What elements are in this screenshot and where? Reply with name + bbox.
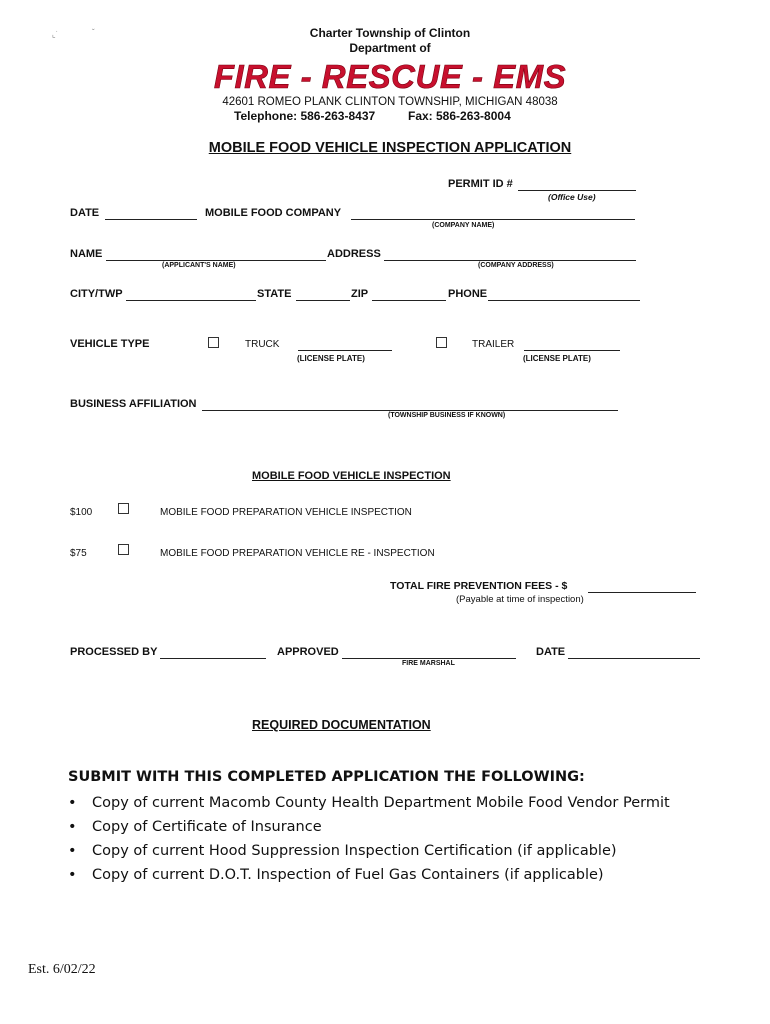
signoff-date-field[interactable]	[568, 658, 700, 659]
business-affiliation-label: BUSINESS AFFILIATION	[70, 398, 197, 410]
inspection-heading: MOBILE FOOD VEHICLE INSPECTION	[252, 470, 451, 482]
truck-plate-field[interactable]	[298, 350, 392, 351]
signoff-date-label: DATE	[536, 646, 566, 658]
total-fees-note: (Payable at time of inspection)	[456, 594, 584, 605]
processed-by-field[interactable]	[160, 658, 266, 659]
zip-field[interactable]	[372, 300, 446, 301]
permit-id-label: PERMIT ID #	[448, 178, 513, 190]
address-label: ADDRESS	[327, 248, 381, 260]
phone-label: PHONE	[448, 288, 488, 300]
trailer-plate-sublabel: (LICENSE PLATE)	[523, 354, 591, 363]
trailer-label: TRAILER	[472, 339, 515, 350]
company-field[interactable]	[351, 219, 635, 220]
fire-marshal-sublabel: FIRE MARSHAL	[402, 660, 455, 667]
address-line: 42601 ROMEO PLANK CLINTON TOWNSHIP, MICHIGAN 48038	[222, 96, 558, 108]
township-name: Charter Township of Clinton	[309, 26, 471, 40]
truck-plate-sublabel: (LICENSE PLATE)	[297, 354, 365, 363]
reinspection-price: $75	[70, 548, 87, 559]
inspection-checkbox[interactable]	[118, 503, 129, 514]
date-field[interactable]	[105, 219, 197, 220]
trailer-plate-field[interactable]	[524, 350, 620, 351]
submit-heading: SUBMIT WITH THIS COMPLETED APPLICATION THE FOLLOWING:	[68, 769, 585, 785]
truck-checkbox[interactable]	[208, 337, 219, 348]
office-use-note: (Office Use)	[548, 192, 596, 202]
form-title: MOBILE FOOD VEHICLE INSPECTION APPLICATION	[208, 140, 572, 156]
established-date: Est. 6/02/22	[28, 962, 96, 977]
city-label: CITY/TWP	[70, 288, 123, 300]
city-field[interactable]	[126, 300, 256, 301]
bullet-icon: •	[68, 843, 77, 859]
company-sublabel: (COMPANY NAME)	[432, 222, 495, 229]
total-fees-field[interactable]	[588, 592, 696, 593]
address-sublabel: (COMPANY ADDRESS)	[478, 262, 554, 269]
phone-field[interactable]	[488, 300, 640, 301]
trailer-checkbox[interactable]	[436, 337, 447, 348]
approved-field[interactable]	[342, 658, 516, 659]
inspection-price: $100	[70, 507, 93, 518]
vehicle-type-label: VEHICLE TYPE	[70, 338, 150, 350]
truck-label: TRUCK	[245, 339, 280, 350]
bullet-icon: •	[68, 867, 77, 883]
zip-label: ZIP	[351, 288, 369, 300]
address-field[interactable]	[384, 260, 636, 261]
name-field[interactable]	[106, 260, 326, 261]
fax: Fax: 586-263-8004	[408, 109, 511, 123]
date-label: DATE	[70, 207, 100, 219]
permit-id-field[interactable]	[518, 190, 636, 191]
processed-by-label: PROCESSED BY	[70, 646, 158, 658]
list-item: • Copy of current Hood Suppression Inspection Certification (if applicable)	[68, 843, 617, 859]
state-label: STATE	[257, 288, 292, 300]
company-label: MOBILE FOOD COMPANY	[205, 207, 342, 219]
name-label: NAME	[70, 248, 103, 260]
business-affiliation-field[interactable]	[202, 410, 618, 411]
bullet-icon: •	[68, 819, 77, 835]
department-title: FIRE - RESCUE - EMS	[213, 58, 567, 95]
list-item: • Copy of current Macomb County Health Department Mobile Food Vendor Permit	[68, 795, 670, 811]
scan-mark: ˇ	[92, 28, 95, 37]
total-fees-label: TOTAL FIRE PREVENTION FEES - $	[390, 580, 568, 592]
approved-label: APPROVED	[277, 646, 339, 658]
business-affiliation-sublabel: (TOWNSHIP BUSINESS IF KNOWN)	[388, 412, 506, 419]
list-item: • Copy of current D.O.T. Inspection of Fuel Gas Containers (if applicable)	[68, 867, 604, 883]
bullet-icon: •	[68, 795, 77, 811]
telephone: Telephone: 586-263-8437	[234, 109, 376, 123]
inspection-item-label: MOBILE FOOD PREPARATION VEHICLE INSPECTION	[160, 507, 412, 518]
required-docs-heading: REQUIRED DOCUMENTATION	[252, 718, 431, 732]
reinspection-checkbox[interactable]	[118, 544, 129, 555]
reinspection-item-label: MOBILE FOOD PREPARATION VEHICLE RE - INSPECTION	[160, 548, 435, 559]
state-field[interactable]	[296, 300, 350, 301]
department-label: Department of	[349, 41, 431, 55]
list-item: • Copy of Certificate of Insurance	[68, 819, 322, 835]
name-sublabel: (APPLICANT'S NAME)	[162, 262, 236, 269]
scan-mark: ⌞˙	[52, 30, 59, 39]
